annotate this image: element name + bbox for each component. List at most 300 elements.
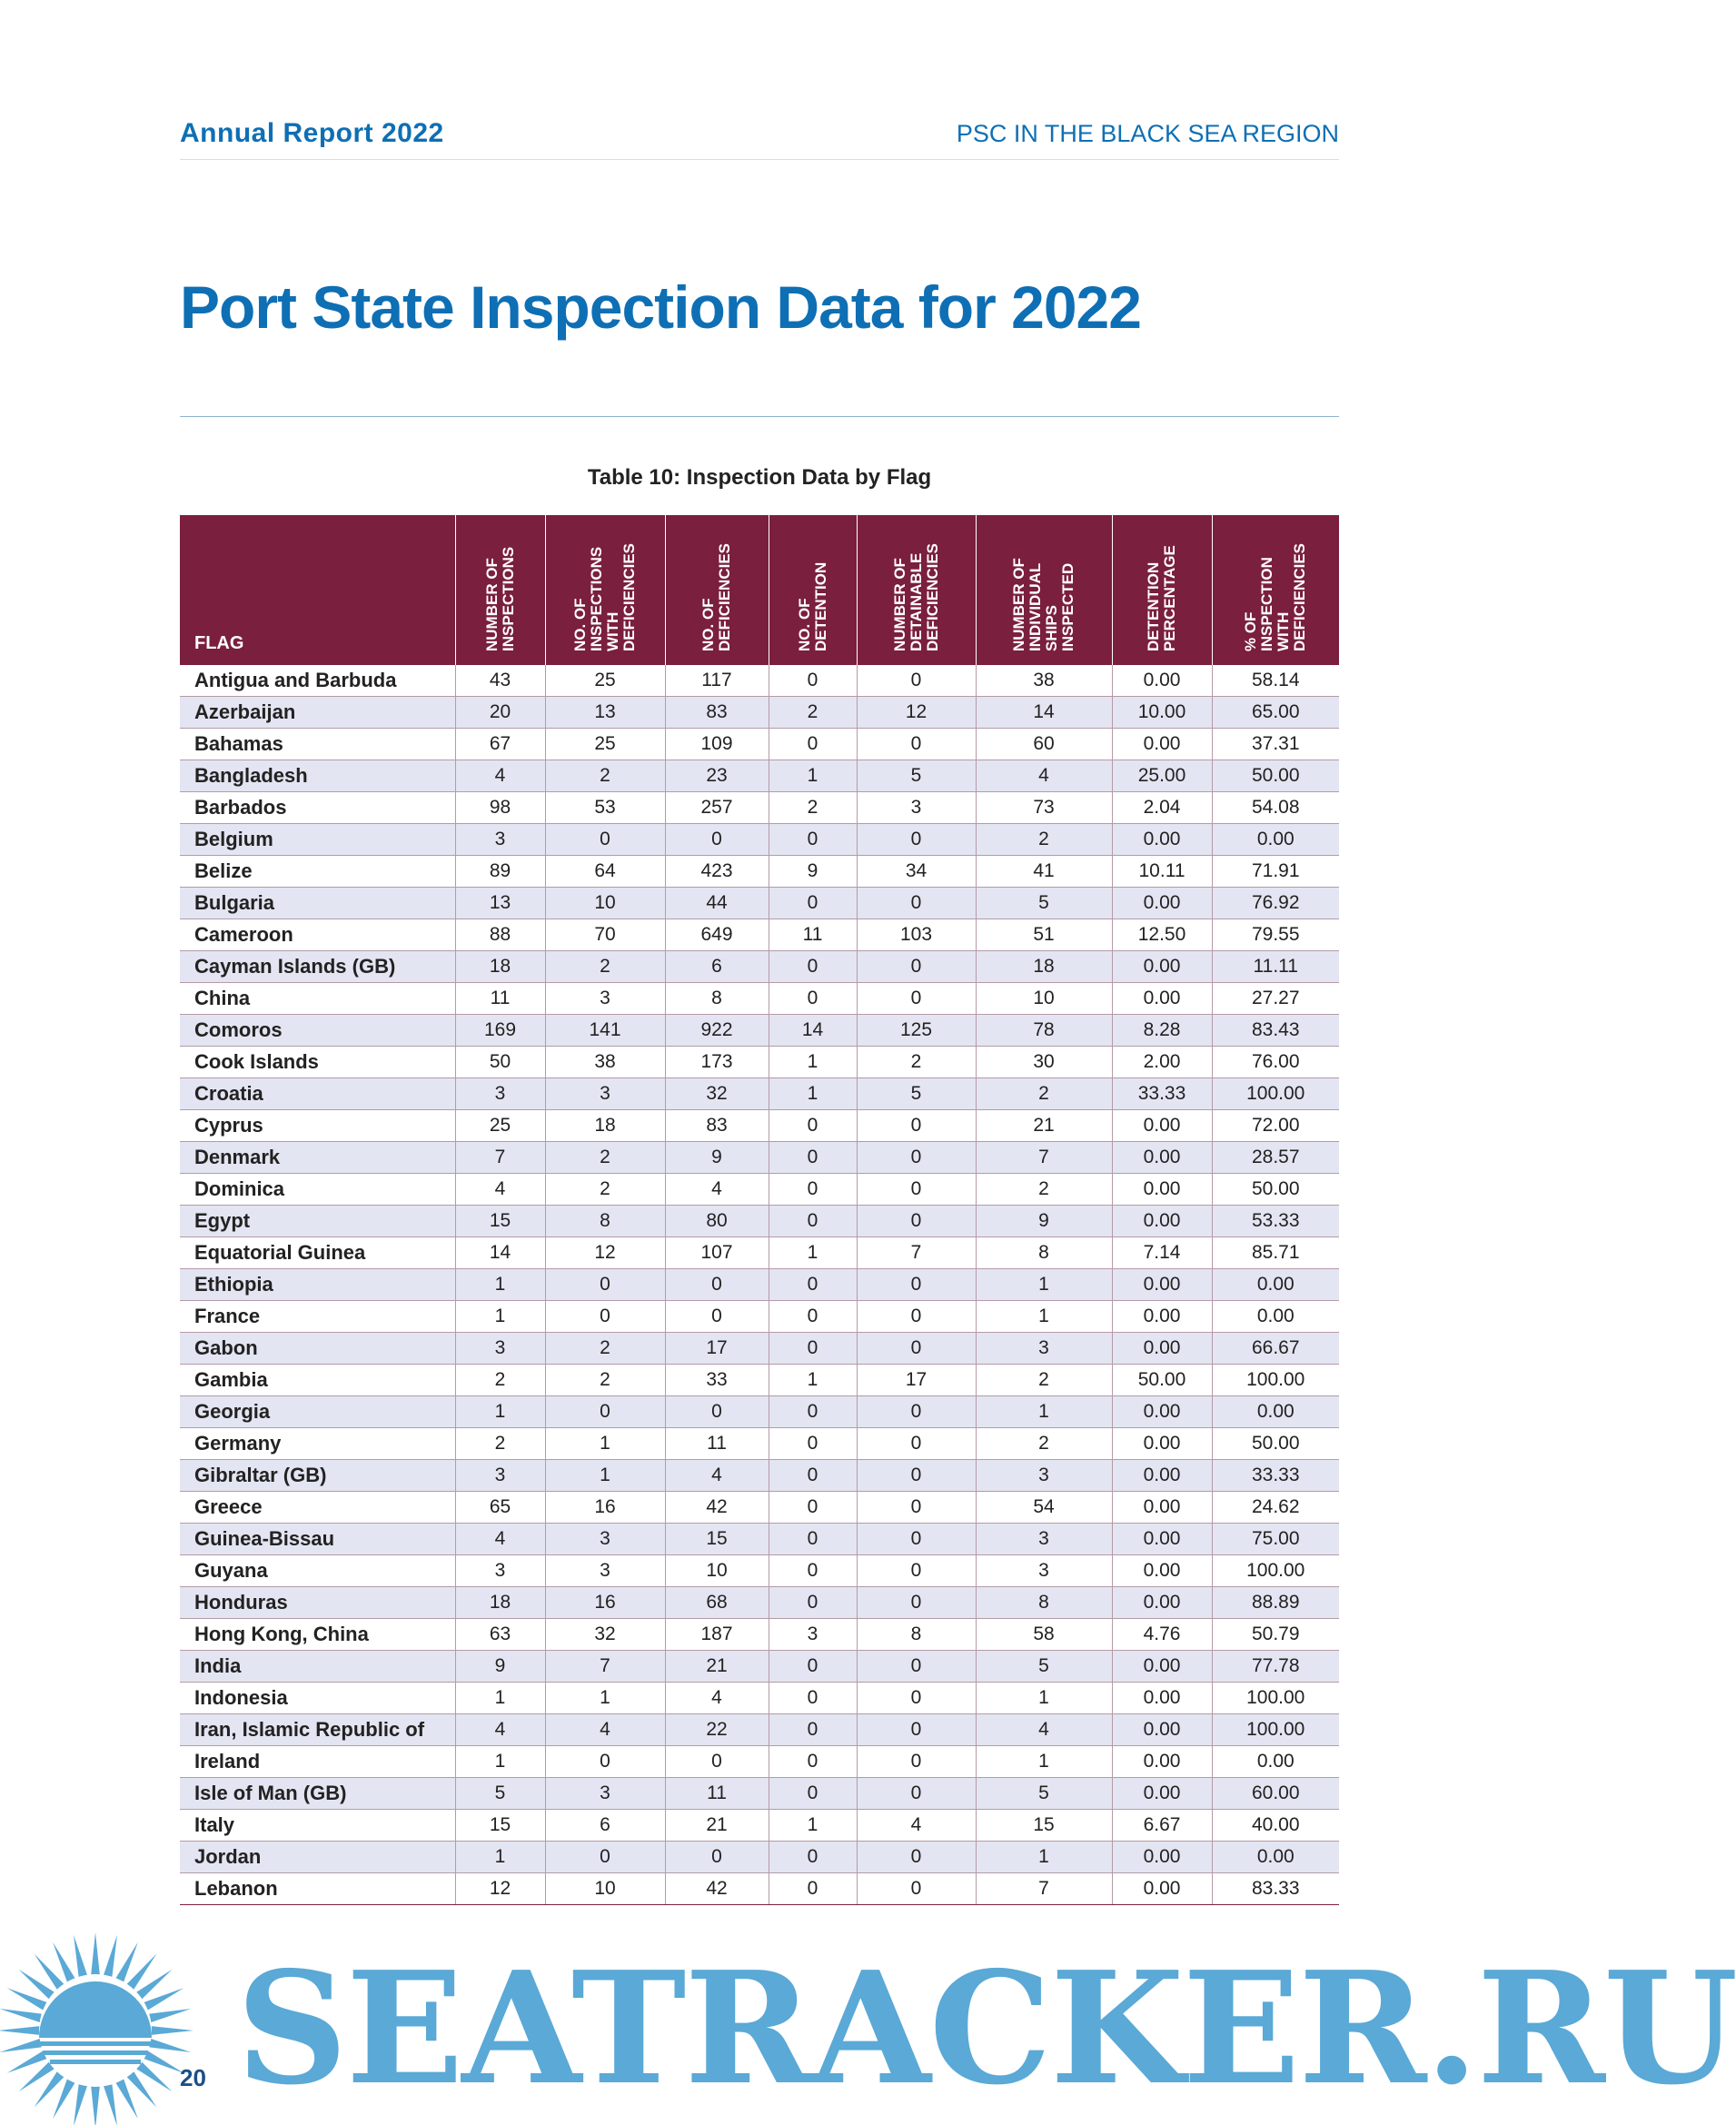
- sun-ray: [145, 2038, 191, 2052]
- cell-inspections: 50: [455, 1047, 545, 1078]
- cell-deficiency-percentage: 83.33: [1212, 1873, 1339, 1905]
- cell-individual-ships: 9: [976, 1206, 1112, 1237]
- cell-flag: Indonesia: [180, 1683, 455, 1714]
- cell-inspections-with-deficiencies: 3: [545, 1778, 665, 1810]
- cell-inspections: 98: [455, 792, 545, 824]
- table-row: [180, 1269, 1339, 1301]
- cell-deficiency-percentage: 76.00: [1212, 1047, 1339, 1078]
- cell-deficiency-percentage: 100.00: [1212, 1078, 1339, 1110]
- cell-flag: Guinea-Bissau: [180, 1524, 455, 1555]
- table-row: [180, 1301, 1339, 1333]
- cell-detention-percentage: 0.00: [1112, 1110, 1212, 1142]
- table-row: [180, 1428, 1339, 1460]
- cell-deficiency-percentage: 65.00: [1212, 697, 1339, 729]
- cell-detentions: 0: [769, 1174, 857, 1206]
- sun-ray: [91, 2083, 100, 2125]
- cell-flag: Gambia: [180, 1365, 455, 1396]
- column-header-detention-percentage: DETENTION PERCENTAGE: [1112, 515, 1212, 665]
- cell-deficiencies: 8: [665, 983, 769, 1015]
- cell-deficiency-percentage: 54.08: [1212, 792, 1339, 824]
- table-row: [180, 983, 1339, 1015]
- cell-flag: Italy: [180, 1810, 455, 1842]
- cell-individual-ships: 73: [976, 792, 1112, 824]
- cell-detentions: 0: [769, 1651, 857, 1683]
- cell-detentions: 9: [769, 856, 857, 888]
- table-row: [180, 888, 1339, 919]
- cell-flag: Jordan: [180, 1842, 455, 1873]
- cell-inspections: 63: [455, 1619, 545, 1651]
- cell-detention-percentage: 0.00: [1112, 1333, 1212, 1365]
- cell-flag: Lebanon: [180, 1873, 455, 1905]
- cell-detention-percentage: 33.33: [1112, 1078, 1212, 1110]
- page-header: [180, 118, 1339, 160]
- cell-detainable-deficiencies: 4: [857, 1810, 976, 1842]
- cell-individual-ships: 54: [976, 1492, 1112, 1524]
- cell-detainable-deficiencies: 0: [857, 1333, 976, 1365]
- cell-deficiency-percentage: 50.00: [1212, 760, 1339, 792]
- cell-inspections-with-deficiencies: 3: [545, 1555, 665, 1587]
- cell-deficiency-percentage: 60.00: [1212, 1778, 1339, 1810]
- cell-detention-percentage: 0.00: [1112, 1460, 1212, 1492]
- cell-deficiency-percentage: 72.00: [1212, 1110, 1339, 1142]
- cell-deficiency-percentage: 79.55: [1212, 919, 1339, 951]
- cell-detentions: 0: [769, 1396, 857, 1428]
- cell-individual-ships: 1: [976, 1301, 1112, 1333]
- column-header-detainable-deficiencies: NUMBER OF DETAINABLE DEFICIENCIES: [857, 515, 976, 665]
- cell-deficiency-percentage: 50.00: [1212, 1174, 1339, 1206]
- cell-flag: Cyprus: [180, 1110, 455, 1142]
- cell-deficiency-percentage: 11.11: [1212, 951, 1339, 983]
- table-row: [180, 665, 1339, 697]
- cell-detainable-deficiencies: 5: [857, 1078, 976, 1110]
- cell-deficiency-percentage: 0.00: [1212, 1396, 1339, 1428]
- cell-detentions: 3: [769, 1619, 857, 1651]
- cell-inspections-with-deficiencies: 16: [545, 1587, 665, 1619]
- cell-detentions: 2: [769, 697, 857, 729]
- cell-deficiency-percentage: 50.79: [1212, 1619, 1339, 1651]
- cell-detainable-deficiencies: 0: [857, 729, 976, 760]
- column-header-individual-ships: NUMBER OF INDIVIDUAL SHIPS INSPECTED: [976, 515, 1112, 665]
- cell-individual-ships: 1: [976, 1842, 1112, 1873]
- table-row: [180, 1778, 1339, 1810]
- cell-individual-ships: 18: [976, 951, 1112, 983]
- table-row: [180, 1078, 1339, 1110]
- table-row: [180, 1333, 1339, 1365]
- cell-deficiency-percentage: 40.00: [1212, 1810, 1339, 1842]
- cell-inspections: 5: [455, 1778, 545, 1810]
- cell-inspections-with-deficiencies: 16: [545, 1492, 665, 1524]
- cell-detentions: 0: [769, 1714, 857, 1746]
- cell-detentions: 1: [769, 1047, 857, 1078]
- cell-deficiencies: 173: [665, 1047, 769, 1078]
- sun-ray: [0, 2026, 43, 2035]
- cell-inspections: 7: [455, 1142, 545, 1174]
- cell-inspections: 2: [455, 1365, 545, 1396]
- cell-deficiencies: 83: [665, 697, 769, 729]
- cell-inspections-with-deficiencies: 2: [545, 1142, 665, 1174]
- cell-detentions: 0: [769, 824, 857, 856]
- cell-detainable-deficiencies: 0: [857, 824, 976, 856]
- cell-individual-ships: 2: [976, 1365, 1112, 1396]
- cell-detainable-deficiencies: 0: [857, 1301, 976, 1333]
- cell-detainable-deficiencies: 0: [857, 1778, 976, 1810]
- cell-inspections-with-deficiencies: 0: [545, 1396, 665, 1428]
- cell-detainable-deficiencies: 0: [857, 1460, 976, 1492]
- cell-detainable-deficiencies: 0: [857, 1524, 976, 1555]
- cell-inspections-with-deficiencies: 3: [545, 983, 665, 1015]
- cell-detentions: 14: [769, 1015, 857, 1047]
- cell-flag: Dominica: [180, 1174, 455, 1206]
- sun-ray: [103, 1935, 117, 1981]
- cell-deficiencies: 21: [665, 1810, 769, 1842]
- cell-individual-ships: 41: [976, 856, 1112, 888]
- cell-deficiencies: 257: [665, 792, 769, 824]
- table-row: [180, 1396, 1339, 1428]
- cell-deficiencies: 68: [665, 1587, 769, 1619]
- cell-inspections-with-deficiencies: 32: [545, 1619, 665, 1651]
- cell-detention-percentage: 0.00: [1112, 1587, 1212, 1619]
- cell-inspections: 3: [455, 824, 545, 856]
- cell-inspections: 169: [455, 1015, 545, 1047]
- section-title: PSC IN THE BLACK SEA REGION: [956, 120, 1339, 147]
- cell-deficiency-percentage: 0.00: [1212, 1301, 1339, 1333]
- cell-detention-percentage: 0.00: [1112, 1301, 1212, 1333]
- cell-detentions: 0: [769, 1842, 857, 1873]
- cell-detentions: 0: [769, 1524, 857, 1555]
- cell-detention-percentage: 0.00: [1112, 1873, 1212, 1905]
- cell-detainable-deficiencies: 125: [857, 1015, 976, 1047]
- cell-deficiencies: 0: [665, 1842, 769, 1873]
- cell-flag: France: [180, 1301, 455, 1333]
- table-row: [180, 1619, 1339, 1651]
- cell-deficiencies: 0: [665, 1269, 769, 1301]
- cell-inspections: 4: [455, 1174, 545, 1206]
- cell-individual-ships: 3: [976, 1555, 1112, 1587]
- cell-detainable-deficiencies: 0: [857, 888, 976, 919]
- cell-inspections: 18: [455, 951, 545, 983]
- cell-detentions: 0: [769, 1206, 857, 1237]
- sun-ray: [0, 2009, 45, 2023]
- cell-detentions: 0: [769, 1110, 857, 1142]
- cell-flag: Azerbaijan: [180, 697, 455, 729]
- cell-deficiencies: 11: [665, 1778, 769, 1810]
- cell-deficiencies: 80: [665, 1206, 769, 1237]
- cell-flag: Hong Kong, China: [180, 1619, 455, 1651]
- page-title: Port State Inspection Data for 2022: [180, 273, 1141, 341]
- cell-detention-percentage: 12.50: [1112, 919, 1212, 951]
- cell-flag: Belize: [180, 856, 455, 888]
- cell-flag: Cameroon: [180, 919, 455, 951]
- table-row: [180, 1365, 1339, 1396]
- cell-inspections-with-deficiencies: 0: [545, 1301, 665, 1333]
- table-row: [180, 1651, 1339, 1683]
- sun-ray: [0, 2038, 45, 2052]
- cell-individual-ships: 8: [976, 1587, 1112, 1619]
- cell-individual-ships: 7: [976, 1142, 1112, 1174]
- table-row: [180, 1746, 1339, 1778]
- column-header-inspections-with-deficiencies: NO. OF INSPECTIONS WITH DEFICIENCIES: [545, 515, 665, 665]
- cell-inspections: 25: [455, 1110, 545, 1142]
- cell-deficiencies: 21: [665, 1651, 769, 1683]
- cell-deficiencies: 83: [665, 1110, 769, 1142]
- column-header-deficiency-percentage: % OF INSPECTION WITH DEFICIENCIES: [1212, 515, 1339, 665]
- cell-inspections: 1: [455, 1396, 545, 1428]
- cell-detentions: 1: [769, 1810, 857, 1842]
- cell-individual-ships: 30: [976, 1047, 1112, 1078]
- cell-inspections-with-deficiencies: 2: [545, 1174, 665, 1206]
- cell-detainable-deficiencies: 0: [857, 983, 976, 1015]
- cell-deficiency-percentage: 53.33: [1212, 1206, 1339, 1237]
- cell-individual-ships: 5: [976, 1778, 1112, 1810]
- cell-inspections-with-deficiencies: 1: [545, 1428, 665, 1460]
- cell-detentions: 1: [769, 1365, 857, 1396]
- cell-deficiency-percentage: 100.00: [1212, 1365, 1339, 1396]
- cell-individual-ships: 5: [976, 1651, 1112, 1683]
- cell-detentions: 11: [769, 919, 857, 951]
- cell-detentions: 1: [769, 760, 857, 792]
- cell-inspections: 18: [455, 1587, 545, 1619]
- cell-deficiencies: 4: [665, 1683, 769, 1714]
- cell-inspections: 3: [455, 1078, 545, 1110]
- cell-inspections-with-deficiencies: 38: [545, 1047, 665, 1078]
- sun-ray: [91, 1932, 100, 1978]
- cell-detainable-deficiencies: 0: [857, 1142, 976, 1174]
- cell-deficiencies: 33: [665, 1365, 769, 1396]
- cell-individual-ships: 4: [976, 760, 1112, 792]
- cell-flag: Cook Islands: [180, 1047, 455, 1078]
- cell-inspections: 3: [455, 1333, 545, 1365]
- cell-detention-percentage: 0.00: [1112, 951, 1212, 983]
- sun-ray: [103, 2080, 117, 2125]
- table-row: [180, 1492, 1339, 1524]
- cell-detentions: 0: [769, 1873, 857, 1905]
- cell-detention-percentage: 0.00: [1112, 1174, 1212, 1206]
- cell-inspections-with-deficiencies: 12: [545, 1237, 665, 1269]
- table-caption: Table 10: Inspection Data by Flag: [587, 465, 932, 490]
- cell-detainable-deficiencies: 2: [857, 1047, 976, 1078]
- cell-detainable-deficiencies: 12: [857, 697, 976, 729]
- cell-detainable-deficiencies: 0: [857, 951, 976, 983]
- cell-deficiency-percentage: 24.62: [1212, 1492, 1339, 1524]
- cell-detainable-deficiencies: 0: [857, 1714, 976, 1746]
- cell-detainable-deficiencies: 0: [857, 1842, 976, 1873]
- cell-detention-percentage: 0.00: [1112, 1651, 1212, 1683]
- table-row: [180, 1683, 1339, 1714]
- report-title: Annual Report 2022: [180, 118, 444, 148]
- cell-individual-ships: 2: [976, 1174, 1112, 1206]
- cell-detentions: 0: [769, 1746, 857, 1778]
- cell-detention-percentage: 0.00: [1112, 1142, 1212, 1174]
- cell-inspections: 14: [455, 1237, 545, 1269]
- cell-detainable-deficiencies: 0: [857, 1174, 976, 1206]
- cell-deficiencies: 6: [665, 951, 769, 983]
- cell-deficiency-percentage: 85.71: [1212, 1237, 1339, 1269]
- cell-inspections: 11: [455, 983, 545, 1015]
- table-row: [180, 1842, 1339, 1873]
- cell-inspections: 65: [455, 1492, 545, 1524]
- cell-deficiency-percentage: 58.14: [1212, 665, 1339, 697]
- table-row: [180, 1555, 1339, 1587]
- cell-deficiencies: 0: [665, 1746, 769, 1778]
- table-row: [180, 1142, 1339, 1174]
- cell-deficiency-percentage: 0.00: [1212, 1842, 1339, 1873]
- cell-inspections: 1: [455, 1269, 545, 1301]
- cell-detention-percentage: 0.00: [1112, 1492, 1212, 1524]
- table-row: [180, 1587, 1339, 1619]
- table-row: [180, 697, 1339, 729]
- cell-detentions: 1: [769, 1078, 857, 1110]
- column-header-flag: FLAG: [180, 515, 455, 665]
- cell-deficiencies: 4: [665, 1460, 769, 1492]
- cell-detention-percentage: 2.00: [1112, 1047, 1212, 1078]
- table-row: [180, 1015, 1339, 1047]
- cell-deficiency-percentage: 0.00: [1212, 1746, 1339, 1778]
- cell-detention-percentage: 0.00: [1112, 729, 1212, 760]
- cell-detentions: 0: [769, 951, 857, 983]
- cell-inspections: 15: [455, 1206, 545, 1237]
- cell-detainable-deficiencies: 0: [857, 1555, 976, 1587]
- cell-inspections-with-deficiencies: 2: [545, 760, 665, 792]
- cell-inspections-with-deficiencies: 3: [545, 1524, 665, 1555]
- cell-detention-percentage: 0.00: [1112, 888, 1212, 919]
- cell-flag: Isle of Man (GB): [180, 1778, 455, 1810]
- cell-flag: Georgia: [180, 1396, 455, 1428]
- cell-detainable-deficiencies: 0: [857, 1683, 976, 1714]
- sun-burst-icon: [0, 1932, 193, 2125]
- cell-inspections: 13: [455, 888, 545, 919]
- cell-deficiency-percentage: 100.00: [1212, 1555, 1339, 1587]
- cell-individual-ships: 51: [976, 919, 1112, 951]
- cell-deficiency-percentage: 28.57: [1212, 1142, 1339, 1174]
- cell-detention-percentage: 4.76: [1112, 1619, 1212, 1651]
- cell-detainable-deficiencies: 5: [857, 760, 976, 792]
- table-body: [180, 665, 1339, 1905]
- cell-deficiencies: 109: [665, 729, 769, 760]
- cell-detentions: 0: [769, 1460, 857, 1492]
- cell-detention-percentage: 8.28: [1112, 1015, 1212, 1047]
- cell-individual-ships: 3: [976, 1333, 1112, 1365]
- sun-ray: [148, 2026, 193, 2035]
- cell-detention-percentage: 0.00: [1112, 1683, 1212, 1714]
- cell-deficiency-percentage: 77.78: [1212, 1651, 1339, 1683]
- cell-detention-percentage: 0.00: [1112, 824, 1212, 856]
- cell-inspections: 88: [455, 919, 545, 951]
- cell-individual-ships: 5: [976, 888, 1112, 919]
- cell-deficiency-percentage: 0.00: [1212, 824, 1339, 856]
- cell-individual-ships: 1: [976, 1746, 1112, 1778]
- cell-individual-ships: 2: [976, 824, 1112, 856]
- cell-detention-percentage: 0.00: [1112, 1714, 1212, 1746]
- cell-inspections-with-deficiencies: 4: [545, 1714, 665, 1746]
- cell-flag: Cayman Islands (GB): [180, 951, 455, 983]
- cell-individual-ships: 7: [976, 1873, 1112, 1905]
- cell-detainable-deficiencies: 0: [857, 1110, 976, 1142]
- cell-detention-percentage: 7.14: [1112, 1237, 1212, 1269]
- table-row: [180, 1810, 1339, 1842]
- cell-inspections-with-deficiencies: 25: [545, 665, 665, 697]
- cell-deficiencies: 32: [665, 1078, 769, 1110]
- cell-deficiency-percentage: 33.33: [1212, 1460, 1339, 1492]
- cell-individual-ships: 78: [976, 1015, 1112, 1047]
- column-header-detentions: NO. OF DETENTION: [769, 515, 857, 665]
- table-row: [180, 1206, 1339, 1237]
- cell-inspections-with-deficiencies: 6: [545, 1810, 665, 1842]
- cell-inspections-with-deficiencies: 13: [545, 697, 665, 729]
- cell-inspections-with-deficiencies: 1: [545, 1683, 665, 1714]
- table-row: [180, 729, 1339, 760]
- cell-individual-ships: 1: [976, 1396, 1112, 1428]
- cell-deficiencies: 107: [665, 1237, 769, 1269]
- cell-inspections: 2: [455, 1428, 545, 1460]
- cell-detention-percentage: 50.00: [1112, 1365, 1212, 1396]
- cell-individual-ships: 60: [976, 729, 1112, 760]
- cell-flag: India: [180, 1651, 455, 1683]
- cell-deficiency-percentage: 37.31: [1212, 729, 1339, 760]
- cell-inspections: 1: [455, 1746, 545, 1778]
- cell-deficiency-percentage: 100.00: [1212, 1683, 1339, 1714]
- cell-individual-ships: 8: [976, 1237, 1112, 1269]
- cell-detentions: 1: [769, 1237, 857, 1269]
- cell-detention-percentage: 0.00: [1112, 1396, 1212, 1428]
- cell-individual-ships: 10: [976, 983, 1112, 1015]
- table-row: [180, 1047, 1339, 1078]
- cell-detentions: 0: [769, 1428, 857, 1460]
- cell-inspections-with-deficiencies: 8: [545, 1206, 665, 1237]
- cell-deficiencies: 42: [665, 1492, 769, 1524]
- cell-flag: Bangladesh: [180, 760, 455, 792]
- cell-flag: Antigua and Barbuda: [180, 665, 455, 697]
- cell-detentions: 0: [769, 888, 857, 919]
- cell-individual-ships: 1: [976, 1269, 1112, 1301]
- cell-deficiency-percentage: 76.92: [1212, 888, 1339, 919]
- cell-deficiencies: 0: [665, 824, 769, 856]
- cell-detention-percentage: 10.00: [1112, 697, 1212, 729]
- cell-flag: Ireland: [180, 1746, 455, 1778]
- cell-individual-ships: 14: [976, 697, 1112, 729]
- cell-detentions: 0: [769, 1683, 857, 1714]
- cell-detention-percentage: 0.00: [1112, 1206, 1212, 1237]
- cell-individual-ships: 38: [976, 665, 1112, 697]
- cell-inspections-with-deficiencies: 10: [545, 888, 665, 919]
- cell-inspections: 4: [455, 1524, 545, 1555]
- table-row: [180, 792, 1339, 824]
- cell-flag: Denmark: [180, 1142, 455, 1174]
- column-header-deficiencies: NO. OF DEFICIENCIES: [665, 515, 769, 665]
- cell-inspections: 67: [455, 729, 545, 760]
- cell-inspections-with-deficiencies: 0: [545, 1269, 665, 1301]
- cell-detentions: 0: [769, 983, 857, 1015]
- cell-detentions: 0: [769, 1555, 857, 1587]
- cell-detentions: 0: [769, 1333, 857, 1365]
- cell-deficiency-percentage: 71.91: [1212, 856, 1339, 888]
- cell-detention-percentage: 0.00: [1112, 1269, 1212, 1301]
- divider: [180, 416, 1339, 417]
- watermark-text: SEATRACKER.RU: [236, 1938, 1736, 2120]
- cell-flag: Egypt: [180, 1206, 455, 1237]
- cell-deficiencies: 11: [665, 1428, 769, 1460]
- sun-ray: [74, 1935, 88, 1981]
- table-row: [180, 951, 1339, 983]
- table-row: [180, 1714, 1339, 1746]
- table-row: [180, 760, 1339, 792]
- cell-inspections-with-deficiencies: 25: [545, 729, 665, 760]
- cell-detentions: 0: [769, 1778, 857, 1810]
- cell-inspections: 1: [455, 1842, 545, 1873]
- cell-deficiency-percentage: 27.27: [1212, 983, 1339, 1015]
- cell-detentions: 0: [769, 1301, 857, 1333]
- cell-flag: Gibraltar (GB): [180, 1460, 455, 1492]
- sun-ray: [74, 2080, 88, 2125]
